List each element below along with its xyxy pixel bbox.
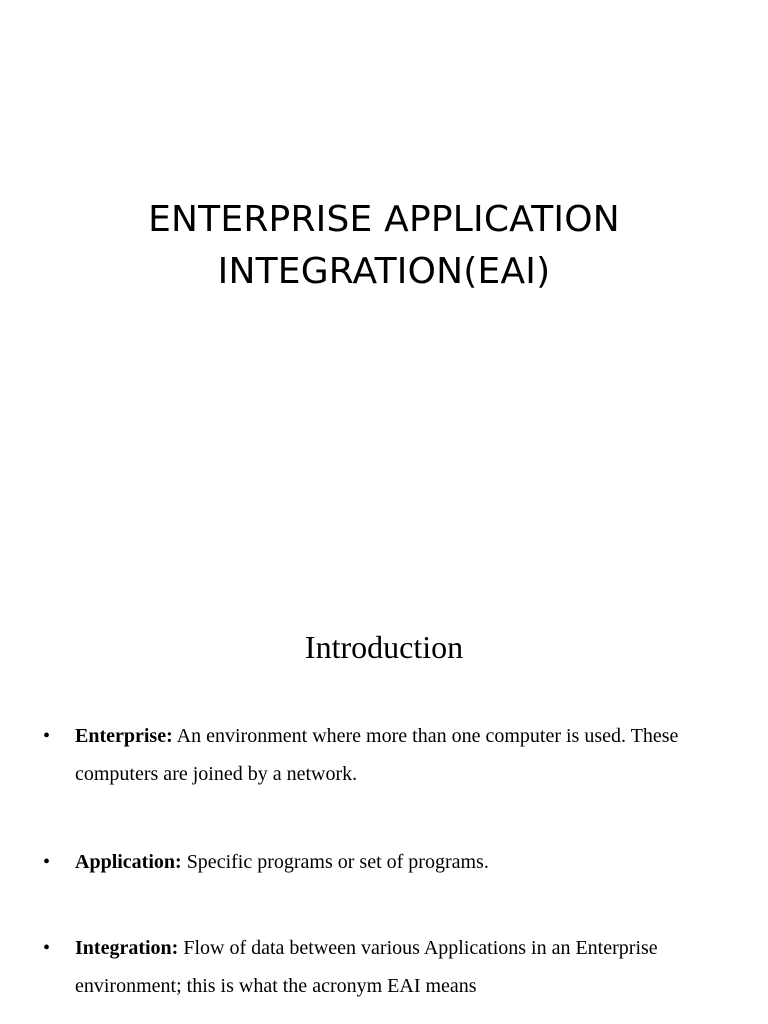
bullet-body bbox=[75, 929, 735, 1005]
bullet-marker: • bbox=[43, 937, 51, 959]
bullet-marker: • bbox=[43, 725, 51, 747]
section-heading: Introduction bbox=[304, 629, 464, 665]
bullet-term: Integration: bbox=[75, 937, 179, 959]
slide-title-line-2: INTEGRATION(EAI) bbox=[217, 251, 551, 292]
bullet-body bbox=[75, 717, 735, 793]
bullet-text: An environment where more than one computer is used. These computers are joined by a network. bbox=[75, 725, 679, 785]
bullet-term: Application: bbox=[75, 851, 182, 873]
slide-title-line-1: ENTERPRISE APPLICATION bbox=[148, 199, 620, 240]
bullet-text: Flow of data between various Applications in an Enterprise environment; this is what the acronym EAI means bbox=[75, 937, 658, 997]
bullet-body bbox=[75, 843, 735, 881]
slide-title bbox=[0, 194, 768, 298]
bullet-marker: • bbox=[43, 851, 51, 873]
content-slide bbox=[0, 560, 768, 1024]
bullet-text: Specific programs or set of programs. bbox=[186, 851, 489, 873]
bullet-term: Enterprise: bbox=[75, 725, 173, 747]
